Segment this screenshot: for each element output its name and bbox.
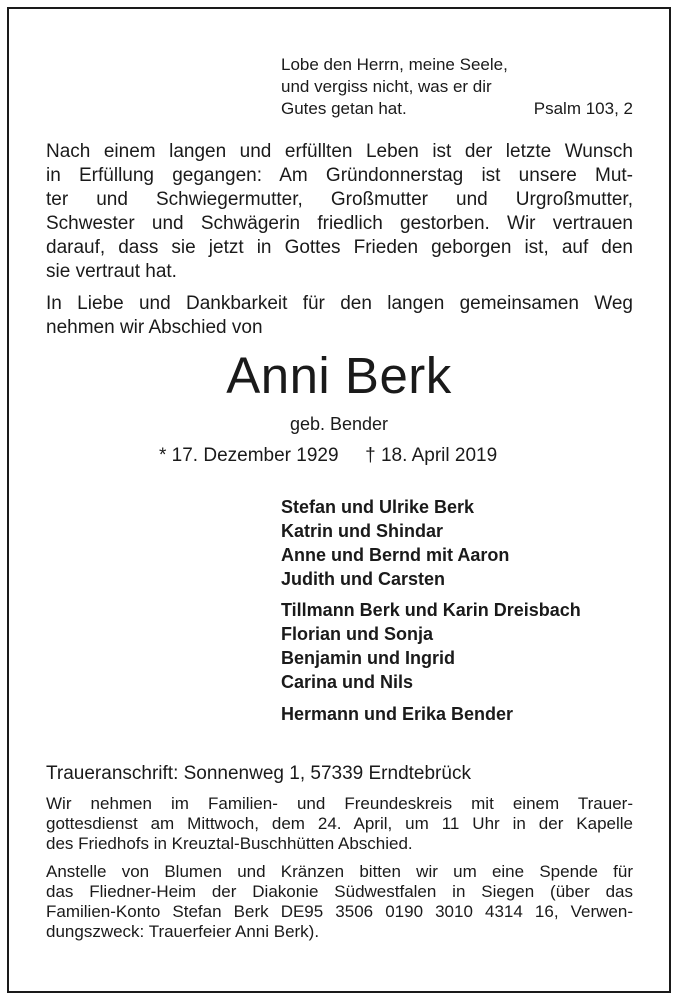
birth-date: * 17. Dezember 1929	[159, 445, 339, 466]
service-line: des Friedhofs in Kreuztal-Buschhütten Abschied.	[46, 834, 413, 853]
life-dates	[159, 443, 497, 469]
family-group-3	[281, 702, 513, 726]
donation-line: Anstelle von Blumen und Kränzen bitten wir um eine Spende für	[46, 862, 633, 881]
service-line: gottesdienst am Mittwoch, dem 24. April, um 11 Uhr in der Kapelle	[46, 814, 633, 833]
obituary-frame	[7, 7, 671, 993]
farewell-line: In Liebe und Dankbarkeit für den langen gemeinsamen Weg	[46, 293, 633, 314]
service-line: Wir nehmen im Familien- und Freundeskreis mit einem Trauer-	[46, 794, 633, 813]
donation-paragraph	[46, 862, 633, 942]
verse-line: Lobe den Herrn, meine Seele,	[281, 55, 508, 74]
service-paragraph	[46, 794, 633, 854]
family-member: Anne und Bernd mit Aaron	[281, 545, 510, 565]
family-member: Tillmann Berk und Karin Dreisbach	[281, 600, 581, 620]
mourning-address: Traueranschrift: Sonnenweg 1, 57339 Erndtebrück	[46, 763, 471, 784]
family-member: Judith und Carsten	[281, 569, 446, 589]
donation-line: Familien-Konto Stefan Berk DE95 3506 0190 3010 4314 16, Verwen-	[46, 902, 633, 921]
intro-line: in Erfüllung gegangen: Am Gründonnerstag ist unsere Mut-	[46, 165, 633, 186]
psalm-verse	[281, 54, 508, 120]
family-member: Benjamin und Ingrid	[281, 648, 455, 668]
family-group-2	[281, 598, 581, 694]
deceased-name: Anni Berk	[226, 347, 452, 404]
donation-line: dungszweck: Trauerfeier Anni Berk).	[46, 922, 320, 941]
family-group-1	[281, 495, 509, 591]
family-member: Katrin und Shindar	[281, 521, 443, 541]
intro-paragraph	[46, 140, 633, 284]
intro-line: Nach einem langen und erfüllten Leben ist der letzte Wunsch	[46, 141, 633, 162]
family-member: Florian und Sonja	[281, 624, 433, 644]
psalm-reference: Psalm 103, 2	[533, 99, 633, 118]
verse-line: Gutes getan hat.	[281, 99, 407, 118]
family-member: Stefan und Ulrike Berk	[281, 497, 475, 517]
intro-line: ter und Schwiegermutter, Großmutter und Urgroßmutter,	[46, 189, 633, 210]
family-member: Hermann und Erika Bender	[281, 704, 514, 724]
death-date: † 18. April 2019	[365, 445, 498, 466]
farewell-line: nehmen wir Abschied von	[46, 317, 263, 338]
family-member: Carina und Nils	[281, 672, 414, 692]
farewell-paragraph	[46, 292, 633, 340]
intro-line: darauf, dass sie jetzt in Gottes Frieden geborgen ist, auf den	[46, 237, 633, 258]
intro-line: Schwester und Schwägerin friedlich gestorben. Wir vertrauen	[46, 213, 633, 234]
intro-line: sie vertraut hat.	[46, 261, 177, 282]
maiden-name: geb. Bender	[289, 414, 389, 434]
donation-line: das Fliedner-Heim der Diakonie Südwestfalen in Siegen (über das	[46, 882, 633, 901]
verse-line: und vergiss nicht, was er dir	[281, 77, 492, 96]
